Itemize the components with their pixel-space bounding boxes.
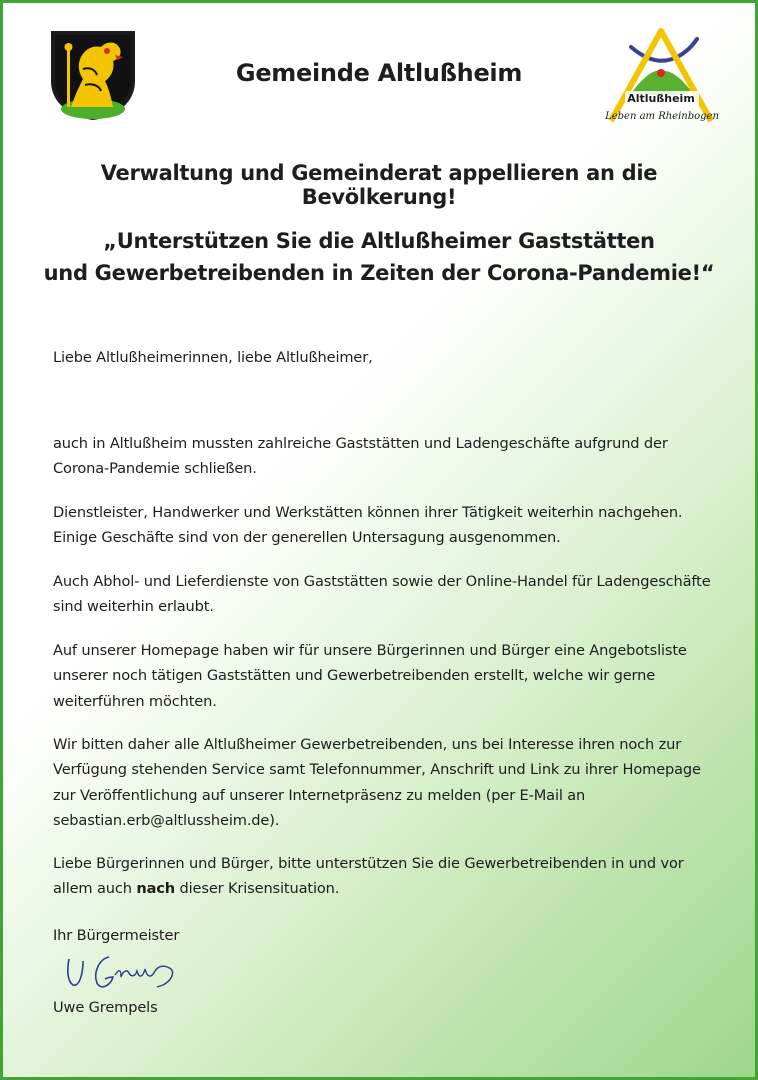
signature-icon xyxy=(61,947,189,995)
closing-title: Ihr Bürgermeister xyxy=(53,927,180,944)
logo-slogan: Leben am Rheinbogen xyxy=(605,111,719,122)
signer-name: Uwe Grempels xyxy=(53,999,158,1016)
appeal-emphasis: nach xyxy=(136,880,176,898)
paragraph-request: Wir bitten daher alle Altlußheimer Gewerbetreibenden, uns bei Interesse ihren noch zur Verfügung stehenden Service samt Telefonnummer, Anschrift und Link zu ihrer Homepage zur Veröffentlichung auf unserer Internetpräsenz zu melden (per E-Mail an sebastian.erb@altlussheim.de). xyxy=(53,735,701,830)
paragraph-homepage-list: Auf unserer Homepage haben wir für unsere Bürgerinnen und Bürger eine Angebotsliste unserer noch tätigen Gaststätten und Gewerbetreibenden erstellt, welche wir gerne weiterführen möchten. xyxy=(53,641,687,710)
municipality-title: Gemeinde Altlußheim xyxy=(235,59,523,87)
appeal-heading-line-1: „Unterstützen Sie die Altlußheimer Gaststätten xyxy=(103,229,655,253)
appeal-heading xyxy=(23,225,735,289)
logo-name: Altlußheim xyxy=(627,92,695,105)
main-heading: Verwaltung und Gemeinderat appellieren an die Bevölkerung! xyxy=(100,161,658,209)
paragraph-delivery: Auch Abhol- und Lieferdienste von Gaststätten sowie der Online-Handel für Ladengeschäfte sind weiterhin erlaubt. xyxy=(53,572,711,616)
appeal-text-start: Liebe Bürgerinnen und Bürger, bitte unterstützen Sie die Gewerbetreibenden in und vor allem auch xyxy=(53,854,684,898)
paragraph-closures: auch in Altlußheim mussten zahlreiche Gaststätten und Ladengeschäfte aufgrund der Corona-Pandemie schließen. xyxy=(53,434,668,478)
appeal-text-end: dieser Krisensituation. xyxy=(175,880,340,898)
paragraph-support-appeal xyxy=(53,851,721,902)
paragraph-service-providers: Dienstleister, Handwerker und Werkstätten können ihrer Tätigkeit weiterhin nachgehen. Einige Geschäfte sind von der generellen Untersagung ausgenommen. xyxy=(53,503,683,547)
appeal-heading-line-2: und Gewerbetreibenden in Zeiten der Corona-Pandemie!“ xyxy=(43,261,715,285)
salutation: Liebe Altlußheimerinnen, liebe Altlußheimer, xyxy=(53,349,373,366)
